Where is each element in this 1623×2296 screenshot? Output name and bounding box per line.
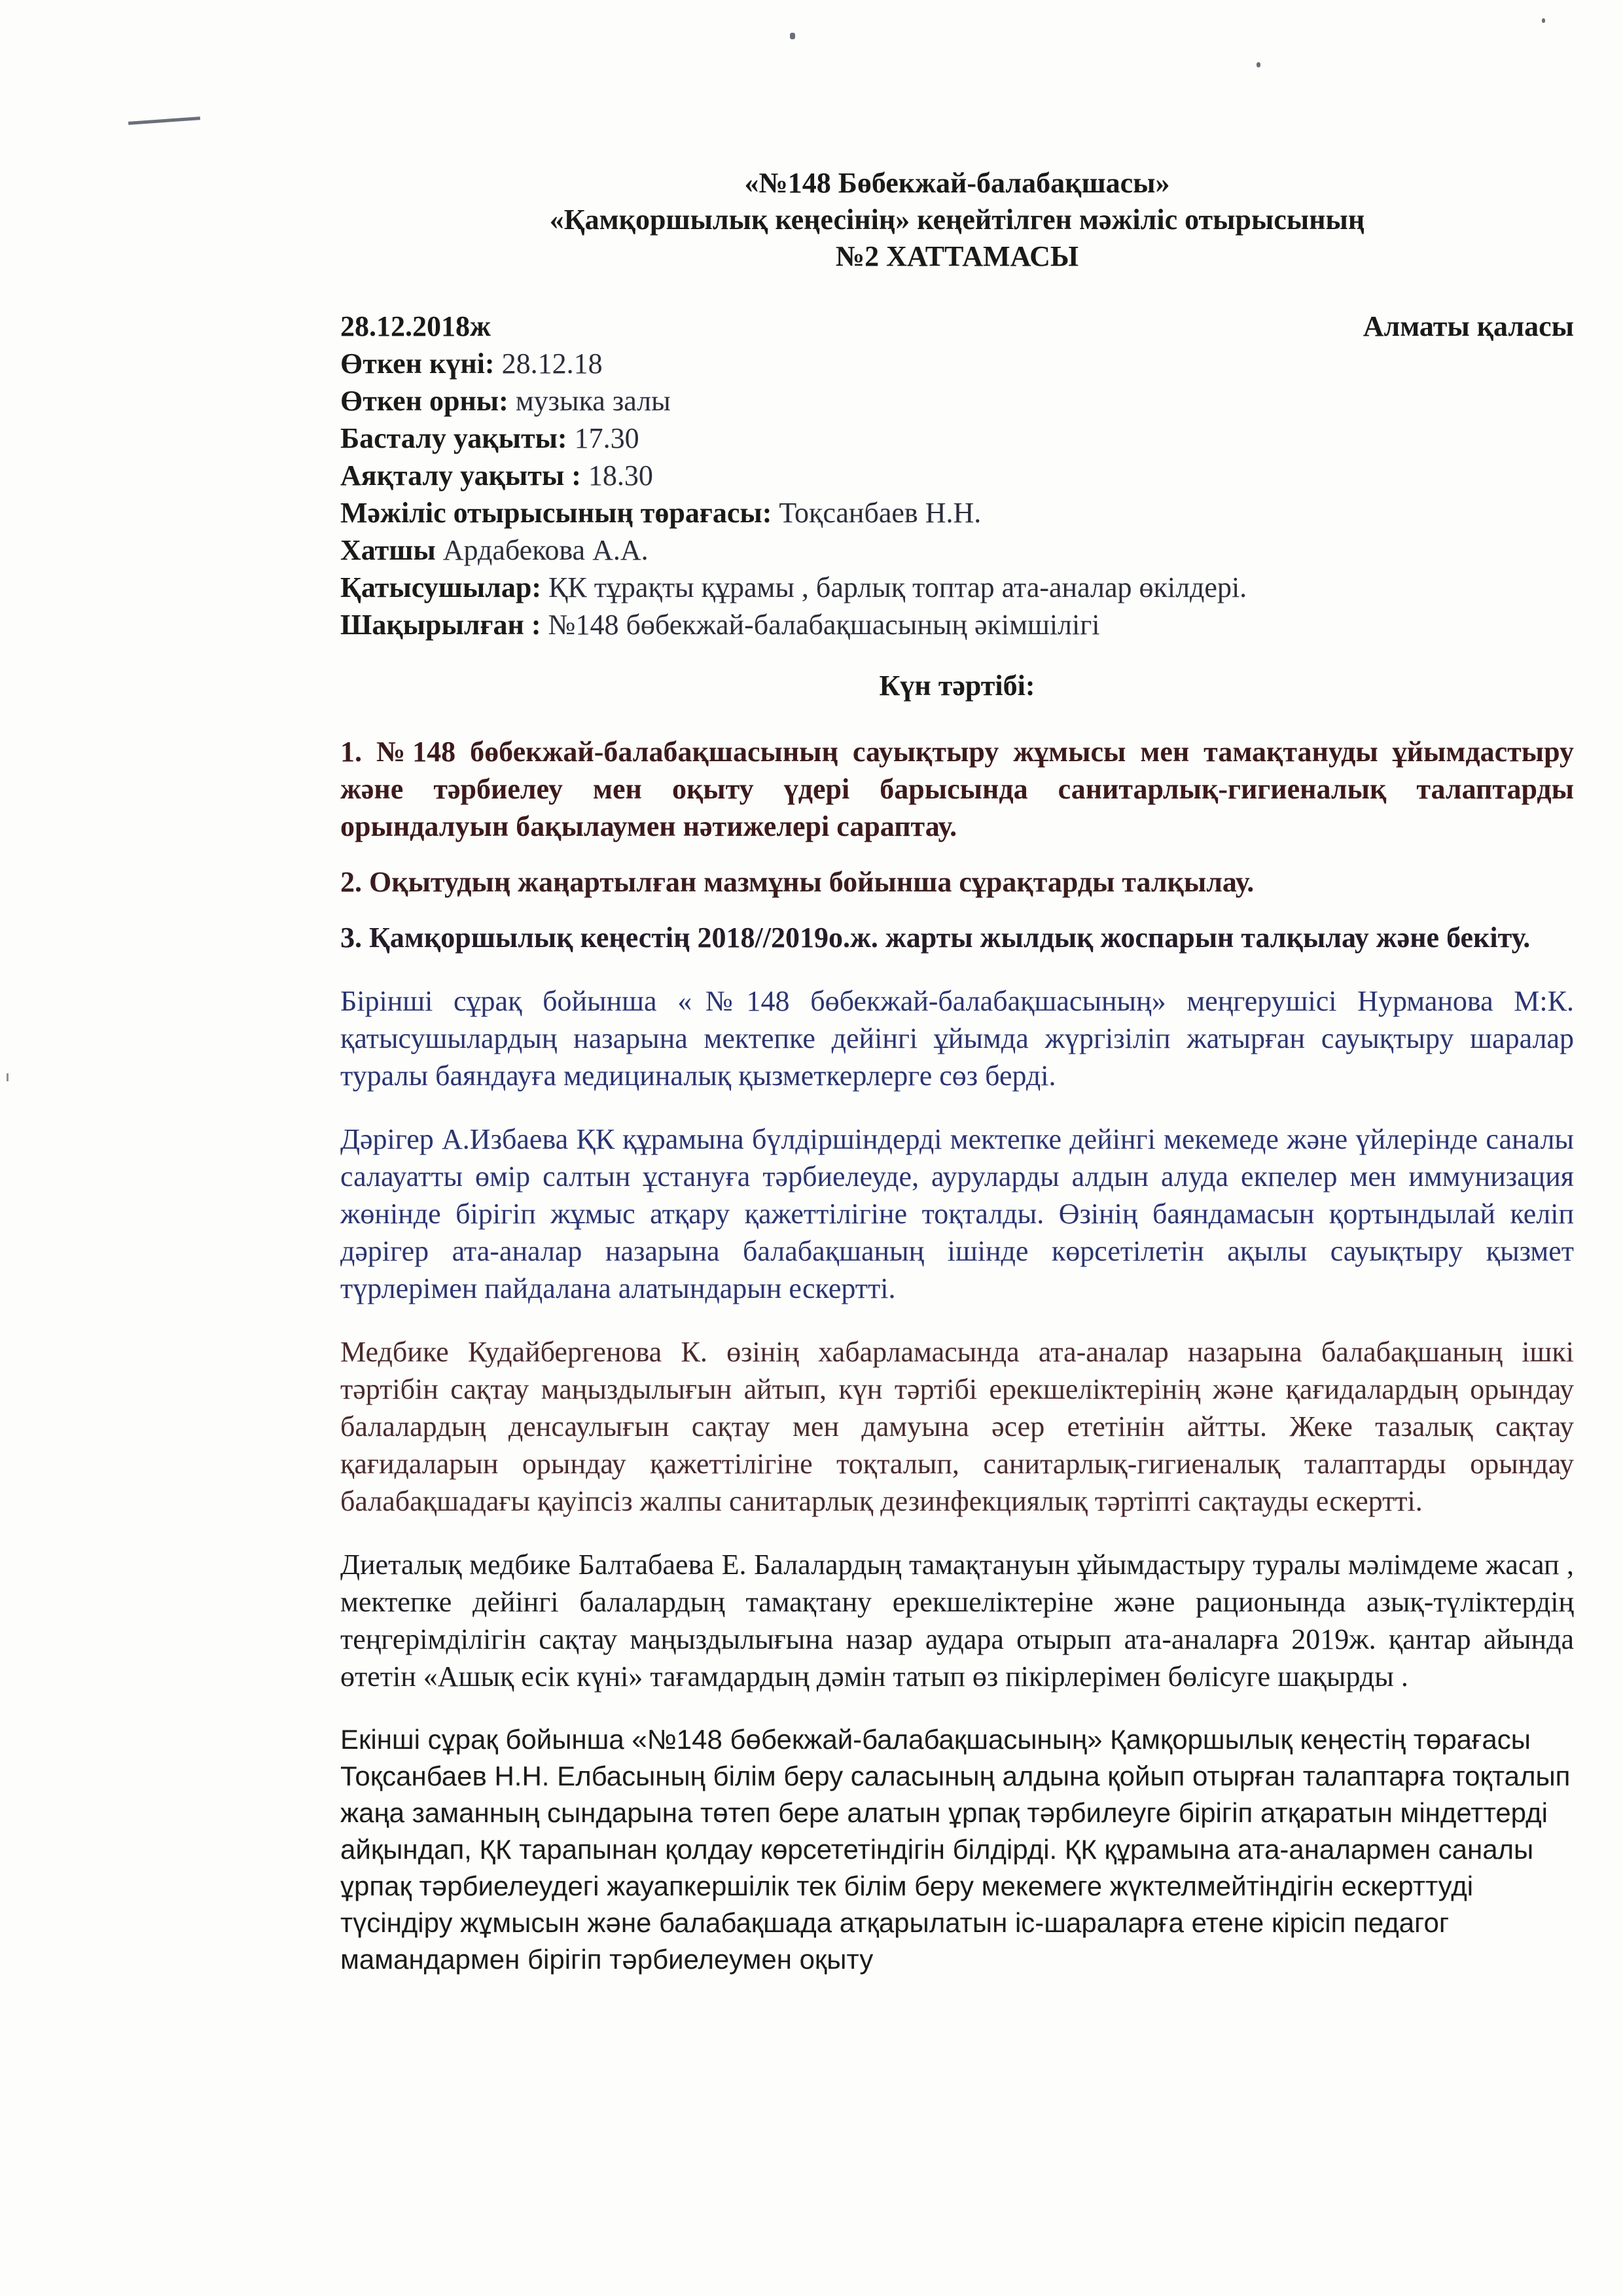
meta-held-date-value: 28.12.18 xyxy=(501,348,603,380)
document-date: 28.12.2018ж xyxy=(340,310,491,342)
meta-place-value: музыка залы xyxy=(515,385,671,417)
agenda-item-1: 1. №148 бөбекжай-балабақшасының сауықтыру жұмысы мен тамақтануды ұйымдастыру және тәрбиелеу мен оқыту үдері барысында санитарлық-гигиеналық талаптарды орындалуын бақылаумен нәтижелері сараптау. xyxy=(340,736,1574,842)
agenda-item-2: 2. Оқытудың жаңартылған мазмұны бойынша сұрақтарды талқылау. xyxy=(340,866,1255,898)
header-institution: «№148 Бөбекжай-балабақшасы» xyxy=(744,167,1170,199)
scan-mark-top-dot xyxy=(1257,62,1260,67)
scan-mark-top-left xyxy=(128,117,200,125)
meta-invited-label: Шақырылған : xyxy=(340,609,541,641)
header-protocol-number: №2 ХАТТАМАСЫ xyxy=(835,240,1079,272)
scan-mark-right-dot xyxy=(1542,18,1545,23)
meta-participants-label: Қатысушылар: xyxy=(340,571,541,603)
date-city-row xyxy=(340,308,1574,345)
meta-participants xyxy=(340,569,1574,606)
meta-invited xyxy=(340,606,1574,643)
meta-participants-value: ҚК тұрақты құрамы , барлық топтар ата-аналар өкілдері. xyxy=(548,571,1247,603)
meta-place-label: Өткен орны: xyxy=(340,385,508,417)
meta-start xyxy=(340,420,1574,457)
document-city: Алматы қаласы xyxy=(1363,310,1574,342)
meta-held-date-label: Өткен күні: xyxy=(340,348,495,380)
meta-chair-value: Тоқсанбаев Н.Н. xyxy=(779,497,982,529)
meta-chair xyxy=(340,494,1574,531)
document-content xyxy=(340,165,1574,2004)
scan-mark-left-edge xyxy=(7,1073,9,1081)
meta-end-value: 18.30 xyxy=(588,459,653,492)
scan-mark-top-center xyxy=(790,33,795,39)
meta-start-label: Басталу уақыты: xyxy=(340,422,567,454)
meta-start-value: 17.30 xyxy=(574,422,639,454)
meeting-meta xyxy=(340,345,1574,643)
meta-chair-label: Мәжіліс отырысының төрағасы: xyxy=(340,497,772,529)
paragraph-second-question: Екінші сұрақ бойынша «№148 бөбекжай-балабақшасының» Қамқоршылық кеңестің төрағасы Тоқсанбаев Н.Н. Елбасының білім беру саласының алдына қойып отырған талаптарға тоқталып жаңа заманның сындарына төтеп бере алатын ұрпақ тәрбилеуге бірігіп атқаратын міндеттерді айқындап, ҚК тарапынан қолдау көрсететіндігін білдірді. ҚК құрамына ата-аналармен саналы ұрпақ тәрбиелеудегі жауапкершілік тек білім беру мекемеге жүктелмейтіндігін ескерттуді түсіндіру жұмысын және балабақшада атқарылатын іс-шараларға етене кірісіп педагог мамандармен бірігіп тәрбиелеумен оқыту xyxy=(340,1724,1571,1975)
document-header xyxy=(340,165,1574,275)
meta-held-date xyxy=(340,345,1574,382)
meta-invited-value: №148 бөбекжай-балабақшасының әкімшілігі xyxy=(548,609,1100,641)
meta-place xyxy=(340,382,1574,420)
header-council: «Қамқоршылық кеңесінің» кеңейтілген мәжіліс отырысының xyxy=(549,204,1365,236)
meta-secretary-value: Ардабекова А.А. xyxy=(442,534,649,566)
agenda-item-3: 3. Қамқоршылық кеңестің 2018//2019о.ж. жарты жылдық жоспарын талқылау және бекіту. xyxy=(340,922,1531,954)
agenda-title: Күн тәртібі: xyxy=(879,670,1035,702)
paragraph-nurse-report: Медбике Кудайбергенова К. өзінің хабарламасында ата-аналар назарына балабақшаның ішкі тәртібін сақтау маңыздылығын айтып, күн тәртібі ерекшеліктерінің және қағидалардың орындау балалардың денсаулығын сақтау мен дамуына әсер ететінін айтты. Жеке тазалық сақтау қағидаларын орындау қажеттілігіне тоқталып, санитарлық-гигиеналық талаптарды орындау балабақшадағы қауіпсіз жалпы санитарлық дезинфекциялық тәртіпті сақтауды ескертті. xyxy=(340,1336,1574,1517)
paragraph-first-question: Бірінші сұрақ бойынша «№148 бөбекжай-балабақшасының» меңгерушісі Нурманова М:К. қатысушылардың назарына мектепке дейінгі ұйымда жүргізіліп жатырған сауықтыру шаралар туралы баяндауға медициналық қызметкерлерге сөз берді. xyxy=(340,985,1574,1092)
paragraph-doctor-report: Дәрігер А.Избаева ҚК құрамына бүлдіршіндерді мектепке дейінгі мекемеде және үйлерінде саналы салауатты өмір салтын ұстануға тәрбиелеуде, ауруларды алдын алуда екпелер мен иммунизация жөнінде бірігіп жұмыс атқару қажеттілігіне тоқталды. Өзінің баяндамасын қортындылай келіп дәрігер ата-аналар назарына балабақшаның ішінде көрсетілетін ақылы сауықтыру қызмет түрлерімен пайдалана алатындарын ескертті. xyxy=(340,1123,1574,1304)
meta-end-label: Аяқталу уақыты : xyxy=(340,459,581,492)
meta-end xyxy=(340,457,1574,494)
meta-secretary xyxy=(340,531,1574,569)
paragraph-dietary-nurse-report: Диеталық медбике Балтабаева Е. Балалардың тамақтануын ұйымдастыру туралы мәлімдеме жасап , мектепке дейінгі балалардың тамақтану ерекшеліктеріне және рационында азық-түліктердің теңгерімділігін сақтау маңыздылығына назар аудара отырып ата-аналарға 2019ж. қантар айында өтетін «Ашық есік күні» тағамдардың дәмін татып өз пікірлерімен бөлісуге шақырды . xyxy=(340,1549,1574,1693)
meta-secretary-label: Хатшы xyxy=(340,534,436,566)
